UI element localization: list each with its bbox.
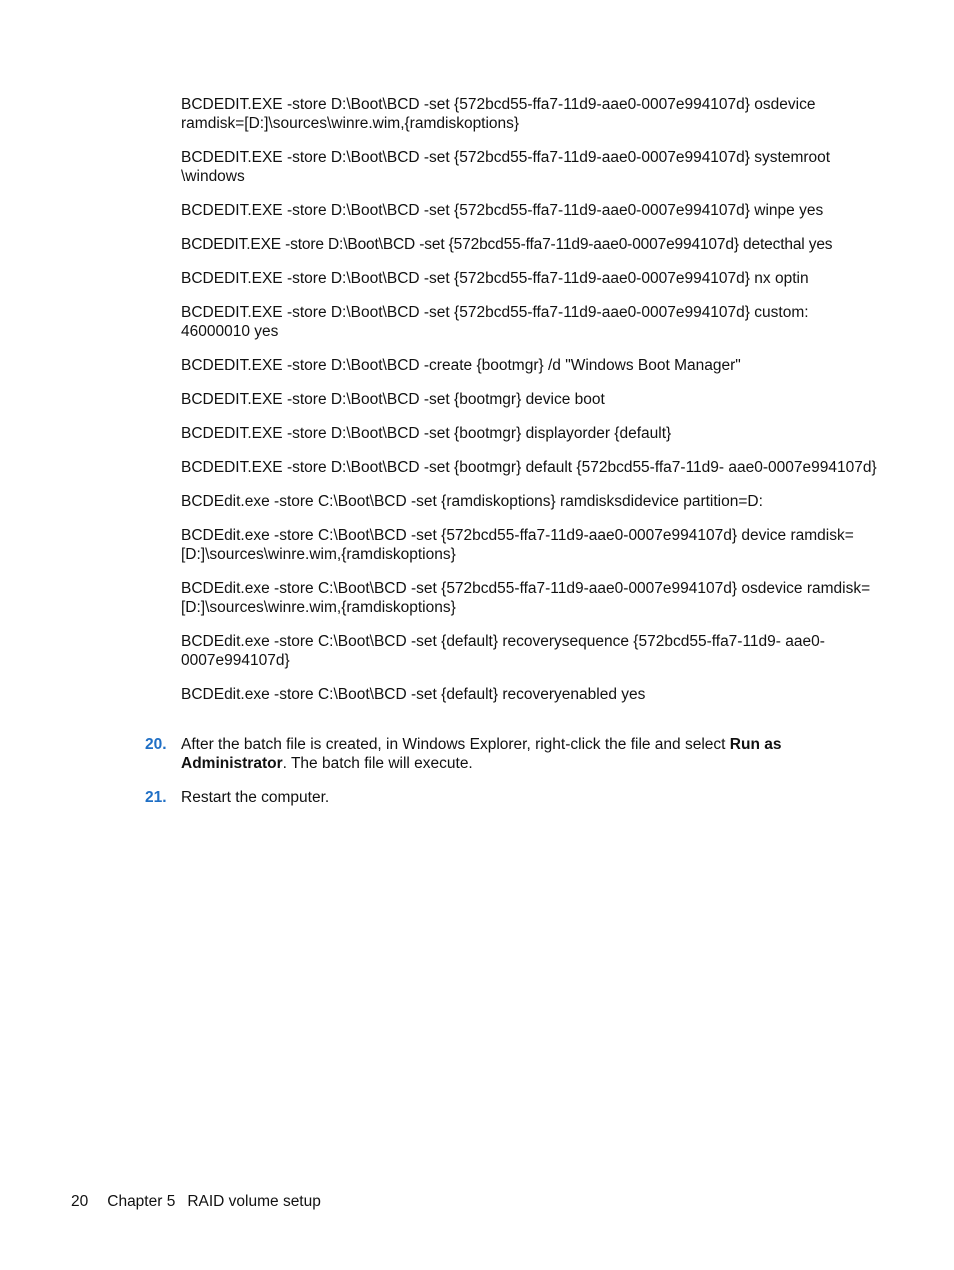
step-bold-text: Run as Administrator: [181, 736, 782, 772]
command-line: BCDEDIT.EXE -store D:\Boot\BCD -set {bootmgr} default {572bcd55-ffa7-11d9- aae0-0007e994107d}: [181, 459, 877, 476]
step-text-before: After the batch file is created, in Windows Explorer, right-click the file and select: [181, 736, 730, 753]
step-item: [145, 735, 881, 773]
command-list: [181, 95, 881, 719]
command-line: BCDEDIT.EXE -store D:\Boot\BCD -set {bootmgr} device boot: [181, 391, 605, 408]
step-number: 21.: [145, 789, 167, 806]
command-line: BCDEdit.exe -store C:\Boot\BCD -set {ramdiskoptions} ramdisksdidevice partition=D:: [181, 493, 763, 510]
command-line: BCDEDIT.EXE -store D:\Boot\BCD -set {572bcd55-ffa7-11d9-aae0-0007e994107d} winpe yes: [181, 202, 824, 219]
step-text: Restart the computer.: [181, 789, 330, 806]
command-line: BCDEDIT.EXE -store D:\Boot\BCD -set {572bcd55-ffa7-11d9-aae0-0007e994107d} osdevice ramdisk=[D:]\sources\winre.wim,{ramdiskoptions}: [181, 96, 816, 132]
page-footer: [71, 1192, 321, 1211]
command-line: BCDEDIT.EXE -store D:\Boot\BCD -set {572bcd55-ffa7-11d9-aae0-0007e994107d} detecthal yes: [181, 236, 833, 253]
step-text-after: . The batch file will execute.: [282, 755, 473, 772]
step-number: 20.: [145, 736, 167, 753]
command-line: BCDEdit.exe -store C:\Boot\BCD -set {572bcd55-ffa7-11d9-aae0-0007e994107d} device ramdisk=[D:]\sources\winre.wim,{ramdiskoptions}: [181, 527, 854, 563]
command-line: BCDEDIT.EXE -store D:\Boot\BCD -set {bootmgr} displayorder {default}: [181, 425, 672, 442]
command-line: BCDEDIT.EXE -store D:\Boot\BCD -set {572bcd55-ffa7-11d9-aae0-0007e994107d} systemroot \windows: [181, 149, 831, 185]
command-line: BCDEdit.exe -store C:\Boot\BCD -set {572bcd55-ffa7-11d9-aae0-0007e994107d} osdevice ramdisk=[D:]\sources\winre.wim,{ramdiskoptions}: [181, 580, 871, 616]
command-line: BCDEdit.exe -store C:\Boot\BCD -set {default} recoverysequence {572bcd55-ffa7-11d9- aae0-0007e994107d}: [181, 633, 825, 669]
chapter-title: RAID volume setup: [187, 1193, 321, 1210]
page-number: 20: [71, 1193, 89, 1210]
command-line: BCDEDIT.EXE -store D:\Boot\BCD -set {572bcd55-ffa7-11d9-aae0-0007e994107d} nx optin: [181, 270, 809, 287]
step-text: [181, 735, 881, 773]
command-line: BCDEDIT.EXE -store D:\Boot\BCD -create {bootmgr} /d "Windows Boot Manager": [181, 357, 741, 374]
step-list: [145, 735, 881, 822]
chapter-label: Chapter 5: [107, 1193, 176, 1210]
command-line: BCDEdit.exe -store C:\Boot\BCD -set {default} recoveryenabled yes: [181, 686, 646, 703]
step-item: [145, 788, 881, 807]
command-line: BCDEDIT.EXE -store D:\Boot\BCD -set {572bcd55-ffa7-11d9-aae0-0007e994107d} custom: 46000010 yes: [181, 304, 809, 340]
